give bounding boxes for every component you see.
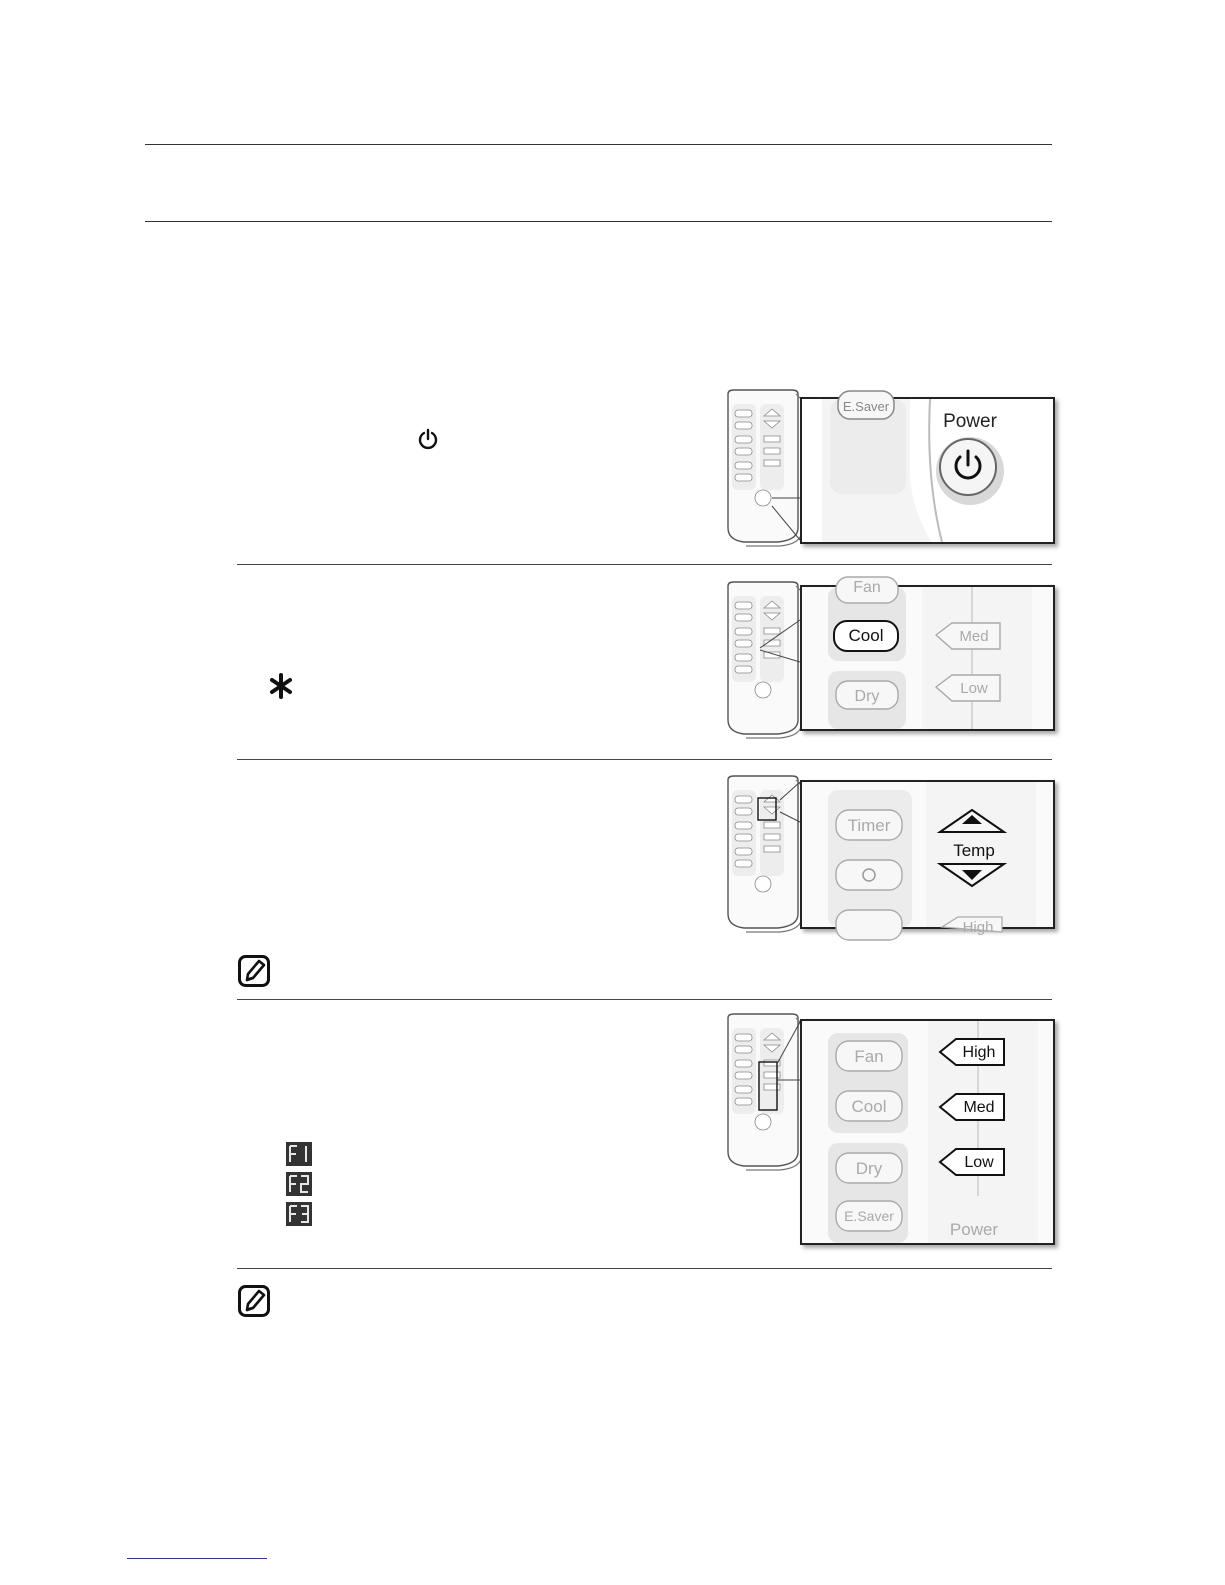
fan-code-f3-display (286, 1202, 312, 1226)
section-separator (237, 999, 1052, 1000)
remote-control-illustration (722, 1014, 808, 1174)
power-icon (417, 428, 439, 450)
cool-button-label: Cool (848, 626, 884, 645)
note-pencil-icon (238, 1285, 270, 1317)
dry-button-label: Dry (854, 688, 880, 705)
remote-control-illustration (722, 776, 808, 936)
e-saver-button-label: E.Saver (844, 1208, 894, 1224)
header-rule-bottom (145, 221, 1052, 222)
power-label: Power (949, 1220, 999, 1239)
section-separator (237, 1268, 1052, 1269)
low-button-label: Low (964, 1154, 994, 1171)
mode-button-panel (800, 579, 1055, 731)
high-button-label: High (962, 1044, 996, 1061)
footer-link-underline[interactable] (127, 1558, 267, 1559)
power-button-panel (800, 397, 1055, 544)
med-button-label: Med (959, 628, 989, 645)
temp-label: Temp (953, 841, 995, 860)
section-separator (237, 759, 1052, 760)
section-separator (237, 564, 1052, 565)
power-label: Power (943, 411, 997, 432)
low-button-label: Low (960, 680, 988, 697)
cool-button-label: Cool (851, 1097, 887, 1116)
remote-control-illustration (722, 390, 808, 550)
snowflake-cool-icon (268, 672, 294, 700)
header-rule-top (145, 144, 1052, 145)
med-button-label: Med (963, 1099, 995, 1116)
temp-button-panel (800, 780, 1055, 936)
fan-code-f2-display (286, 1172, 312, 1196)
fan-speed-button-panel (800, 1019, 1055, 1245)
fan-button-label: Fan (854, 1047, 884, 1066)
fan-button-label: Fan (853, 579, 881, 596)
high-button-partial-label: High (962, 919, 994, 936)
remote-control-illustration (722, 582, 808, 742)
note-pencil-icon (238, 955, 270, 987)
e-saver-button-label: E.Saver (842, 399, 890, 414)
dry-button-label: Dry (855, 1159, 883, 1178)
fan-code-f1-display (286, 1142, 312, 1166)
timer-button-label: Timer (847, 816, 891, 835)
